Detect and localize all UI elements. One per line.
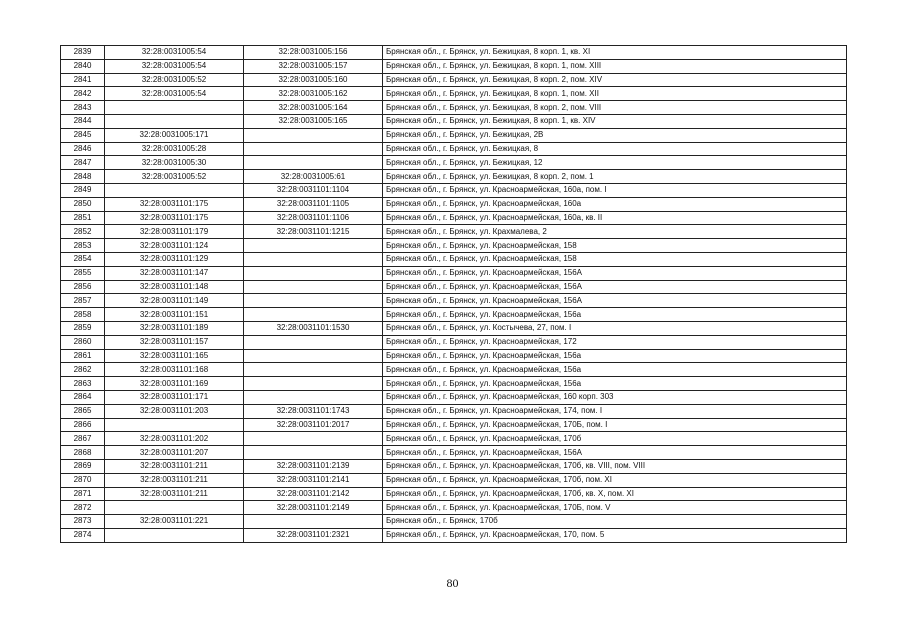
land-cadastral-number (105, 528, 244, 542)
building-cadastral-number (244, 377, 383, 391)
address: Брянская обл., г. Брянск, ул. Красноармейская, 170б (383, 432, 847, 446)
land-cadastral-number: 32:28:0031101:175 (105, 197, 244, 211)
building-cadastral-number: 32:28:0031101:1105 (244, 197, 383, 211)
building-cadastral-number: 32:28:0031101:2139 (244, 459, 383, 473)
address: Брянская обл., г. Брянск, ул. Красноармейская, 160а (383, 197, 847, 211)
building-cadastral-number: 32:28:0031101:1106 (244, 211, 383, 225)
table-row (61, 418, 847, 432)
table-row (61, 363, 847, 377)
building-cadastral-number (244, 142, 383, 156)
address: Брянская обл., г. Брянск, ул. Красноармейская, 156а (383, 349, 847, 363)
building-cadastral-number (244, 349, 383, 363)
row-number: 2873 (61, 515, 105, 529)
table-row (61, 432, 847, 446)
address: Брянская обл., г. Брянск, ул. Красноармейская, 156а (383, 363, 847, 377)
land-cadastral-number: 32:28:0031101:168 (105, 363, 244, 377)
address: Брянская обл., г. Брянск, ул. Красноармейская, 156а (383, 377, 847, 391)
land-cadastral-number: 32:28:0031101:171 (105, 390, 244, 404)
building-cadastral-number (244, 515, 383, 529)
address: Брянская обл., г. Брянск, ул. Бежицкая, 8 корп. 1, кв. XIV (383, 114, 847, 128)
address: Брянская обл., г. Брянск, ул. Бежицкая, 8 корп. 1, пом. XII (383, 87, 847, 101)
land-cadastral-number: 32:28:0031101:202 (105, 432, 244, 446)
address: Брянская обл., г. Брянск, ул. Красноармейская, 174, пом. I (383, 404, 847, 418)
table-row (61, 404, 847, 418)
table-row (61, 142, 847, 156)
row-number: 2853 (61, 239, 105, 253)
cadastral-table (60, 45, 847, 543)
table-row (61, 73, 847, 87)
table-row (61, 528, 847, 542)
address: Брянская обл., г. Брянск, ул. Бежицкая, 8 корп. 1, кв. XI (383, 46, 847, 60)
row-number: 2854 (61, 252, 105, 266)
address: Брянская обл., г. Брянск, ул. Бежицкая, 12 (383, 156, 847, 170)
table-row (61, 239, 847, 253)
address: Брянская обл., г. Брянск, ул. Красноармейская, 156А (383, 280, 847, 294)
address: Брянская обл., г. Брянск, ул. Красноармейская, 156А (383, 266, 847, 280)
building-cadastral-number (244, 363, 383, 377)
building-cadastral-number (244, 432, 383, 446)
land-cadastral-number (105, 501, 244, 515)
row-number: 2868 (61, 446, 105, 460)
address: Брянская обл., г. Брянск, ул. Красноармейская, 170Б, пом. I (383, 418, 847, 432)
table-row (61, 349, 847, 363)
building-cadastral-number: 32:28:0031005:162 (244, 87, 383, 101)
building-cadastral-number: 32:28:0031005:156 (244, 46, 383, 60)
land-cadastral-number: 32:28:0031101:189 (105, 321, 244, 335)
table-row (61, 280, 847, 294)
address: Брянская обл., г. Брянск, ул. Красноармейская, 160а, кв. II (383, 211, 847, 225)
row-number: 2865 (61, 404, 105, 418)
table-row (61, 308, 847, 322)
land-cadastral-number (105, 183, 244, 197)
row-number: 2849 (61, 183, 105, 197)
row-number: 2857 (61, 294, 105, 308)
address: Брянская обл., г. Брянск, ул. Бежицкая, 8 корп. 2, пом. XIV (383, 73, 847, 87)
land-cadastral-number: 32:28:0031101:149 (105, 294, 244, 308)
row-number: 2866 (61, 418, 105, 432)
land-cadastral-number: 32:28:0031101:151 (105, 308, 244, 322)
building-cadastral-number: 32:28:0031005:164 (244, 101, 383, 115)
row-number: 2869 (61, 459, 105, 473)
table-body (61, 46, 847, 543)
address: Брянская обл., г. Брянск, ул. Красноармейская, 170б, пом. XI (383, 473, 847, 487)
table-row (61, 197, 847, 211)
building-cadastral-number: 32:28:0031101:2141 (244, 473, 383, 487)
table-row (61, 59, 847, 73)
row-number: 2856 (61, 280, 105, 294)
building-cadastral-number: 32:28:0031101:1215 (244, 225, 383, 239)
row-number: 2860 (61, 335, 105, 349)
table-row (61, 225, 847, 239)
building-cadastral-number (244, 239, 383, 253)
row-number: 2871 (61, 487, 105, 501)
land-cadastral-number: 32:28:0031005:54 (105, 87, 244, 101)
table-row (61, 446, 847, 460)
land-cadastral-number: 32:28:0031101:203 (105, 404, 244, 418)
building-cadastral-number: 32:28:0031101:1743 (244, 404, 383, 418)
table-row (61, 128, 847, 142)
row-number: 2859 (61, 321, 105, 335)
table-row (61, 321, 847, 335)
table-row (61, 390, 847, 404)
address: Брянская обл., г. Брянск, ул. Красноармейская, 156А (383, 294, 847, 308)
land-cadastral-number: 32:28:0031101:129 (105, 252, 244, 266)
row-number: 2850 (61, 197, 105, 211)
land-cadastral-number: 32:28:0031005:171 (105, 128, 244, 142)
page-number: 80 (446, 576, 459, 590)
table-row (61, 101, 847, 115)
address: Брянская обл., г. Брянск, ул. Красноармейская, 170б, кв. X, пом. XI (383, 487, 847, 501)
address: Брянская обл., г. Брянск, ул. Бежицкая, 8 корп. 2, пом. 1 (383, 170, 847, 184)
land-cadastral-number: 32:28:0031005:52 (105, 170, 244, 184)
address: Брянская обл., г. Брянск, ул. Красноармейская, 158 (383, 239, 847, 253)
land-cadastral-number: 32:28:0031101:211 (105, 473, 244, 487)
row-number: 2872 (61, 501, 105, 515)
land-cadastral-number (105, 101, 244, 115)
row-number: 2843 (61, 101, 105, 115)
table-row (61, 335, 847, 349)
building-cadastral-number: 32:28:0031101:1530 (244, 321, 383, 335)
row-number: 2844 (61, 114, 105, 128)
table-row (61, 114, 847, 128)
table-row (61, 170, 847, 184)
row-number: 2842 (61, 87, 105, 101)
land-cadastral-number (105, 114, 244, 128)
building-cadastral-number (244, 266, 383, 280)
table-row (61, 473, 847, 487)
land-cadastral-number: 32:28:0031101:169 (105, 377, 244, 391)
building-cadastral-number (244, 308, 383, 322)
row-number: 2847 (61, 156, 105, 170)
table-row (61, 294, 847, 308)
building-cadastral-number (244, 446, 383, 460)
building-cadastral-number (244, 390, 383, 404)
address: Брянская обл., г. Брянск, ул. Бежицкая, 8 корп. 2, пом. VIII (383, 101, 847, 115)
row-number: 2864 (61, 390, 105, 404)
address: Брянская обл., г. Брянск, ул. Костычева, 27, пом. I (383, 321, 847, 335)
address: Брянская обл., г. Брянск, ул. Красноармейская, 172 (383, 335, 847, 349)
land-cadastral-number: 32:28:0031101:179 (105, 225, 244, 239)
row-number: 2841 (61, 73, 105, 87)
land-cadastral-number: 32:28:0031101:124 (105, 239, 244, 253)
address: Брянская обл., г. Брянск, ул. Красноармейская, 156а (383, 308, 847, 322)
building-cadastral-number (244, 128, 383, 142)
land-cadastral-number: 32:28:0031005:54 (105, 46, 244, 60)
land-cadastral-number: 32:28:0031101:148 (105, 280, 244, 294)
address: Брянская обл., г. Брянск, ул. Бежицкая, 2В (383, 128, 847, 142)
building-cadastral-number: 32:28:0031005:160 (244, 73, 383, 87)
row-number: 2861 (61, 349, 105, 363)
land-cadastral-number: 32:28:0031101:147 (105, 266, 244, 280)
address: Брянская обл., г. Брянск, ул. Бежицкая, 8 корп. 1, пом. XIII (383, 59, 847, 73)
table-row (61, 501, 847, 515)
building-cadastral-number (244, 335, 383, 349)
building-cadastral-number: 32:28:0031101:1104 (244, 183, 383, 197)
building-cadastral-number: 32:28:0031005:61 (244, 170, 383, 184)
building-cadastral-number: 32:28:0031101:2321 (244, 528, 383, 542)
row-number: 2862 (61, 363, 105, 377)
row-number: 2855 (61, 266, 105, 280)
table-row (61, 266, 847, 280)
building-cadastral-number: 32:28:0031101:2142 (244, 487, 383, 501)
building-cadastral-number: 32:28:0031005:157 (244, 59, 383, 73)
table-row (61, 46, 847, 60)
address: Брянская обл., г. Брянск, 170б (383, 515, 847, 529)
land-cadastral-number: 32:28:0031005:52 (105, 73, 244, 87)
building-cadastral-number: 32:28:0031101:2017 (244, 418, 383, 432)
table-row (61, 459, 847, 473)
address: Брянская обл., г. Брянск, ул. Красноармейская, 170б, кв. VIII, пом. VIII (383, 459, 847, 473)
row-number: 2840 (61, 59, 105, 73)
row-number: 2858 (61, 308, 105, 322)
table-row (61, 252, 847, 266)
land-cadastral-number: 32:28:0031101:207 (105, 446, 244, 460)
land-cadastral-number (105, 418, 244, 432)
table-row (61, 183, 847, 197)
table-row (61, 487, 847, 501)
table-row (61, 156, 847, 170)
row-number: 2846 (61, 142, 105, 156)
row-number: 2863 (61, 377, 105, 391)
land-cadastral-number: 32:28:0031005:30 (105, 156, 244, 170)
table-row (61, 515, 847, 529)
land-cadastral-number: 32:28:0031101:157 (105, 335, 244, 349)
table-row (61, 377, 847, 391)
land-cadastral-number: 32:28:0031005:54 (105, 59, 244, 73)
address: Брянская обл., г. Брянск, ул. Красноармейская, 160 корп. 303 (383, 390, 847, 404)
land-cadastral-number: 32:28:0031101:175 (105, 211, 244, 225)
building-cadastral-number (244, 156, 383, 170)
land-cadastral-number: 32:28:0031101:211 (105, 487, 244, 501)
row-number: 2874 (61, 528, 105, 542)
building-cadastral-number (244, 252, 383, 266)
row-number: 2839 (61, 46, 105, 60)
address: Брянская обл., г. Брянск, ул. Красноармейская, 160а, пом. I (383, 183, 847, 197)
row-number: 2845 (61, 128, 105, 142)
land-cadastral-number: 32:28:0031101:211 (105, 459, 244, 473)
land-cadastral-number: 32:28:0031101:221 (105, 515, 244, 529)
address: Брянская обл., г. Брянск, ул. Красноармейская, 158 (383, 252, 847, 266)
address: Брянская обл., г. Брянск, ул. Красноармейская, 170Б, пом. V (383, 501, 847, 515)
address: Брянская обл., г. Брянск, ул. Бежицкая, 8 (383, 142, 847, 156)
building-cadastral-number (244, 294, 383, 308)
row-number: 2870 (61, 473, 105, 487)
address: Брянская обл., г. Брянск, ул. Красноармейская, 156А (383, 446, 847, 460)
land-cadastral-number: 32:28:0031005:28 (105, 142, 244, 156)
building-cadastral-number: 32:28:0031101:2149 (244, 501, 383, 515)
building-cadastral-number (244, 280, 383, 294)
building-cadastral-number: 32:28:0031005:165 (244, 114, 383, 128)
row-number: 2848 (61, 170, 105, 184)
row-number: 2852 (61, 225, 105, 239)
row-number: 2851 (61, 211, 105, 225)
row-number: 2867 (61, 432, 105, 446)
table-row (61, 211, 847, 225)
land-cadastral-number: 32:28:0031101:165 (105, 349, 244, 363)
address: Брянская обл., г. Брянск, ул. Крахмалева, 2 (383, 225, 847, 239)
address: Брянская обл., г. Брянск, ул. Красноармейская, 170, пом. 5 (383, 528, 847, 542)
table-row (61, 87, 847, 101)
